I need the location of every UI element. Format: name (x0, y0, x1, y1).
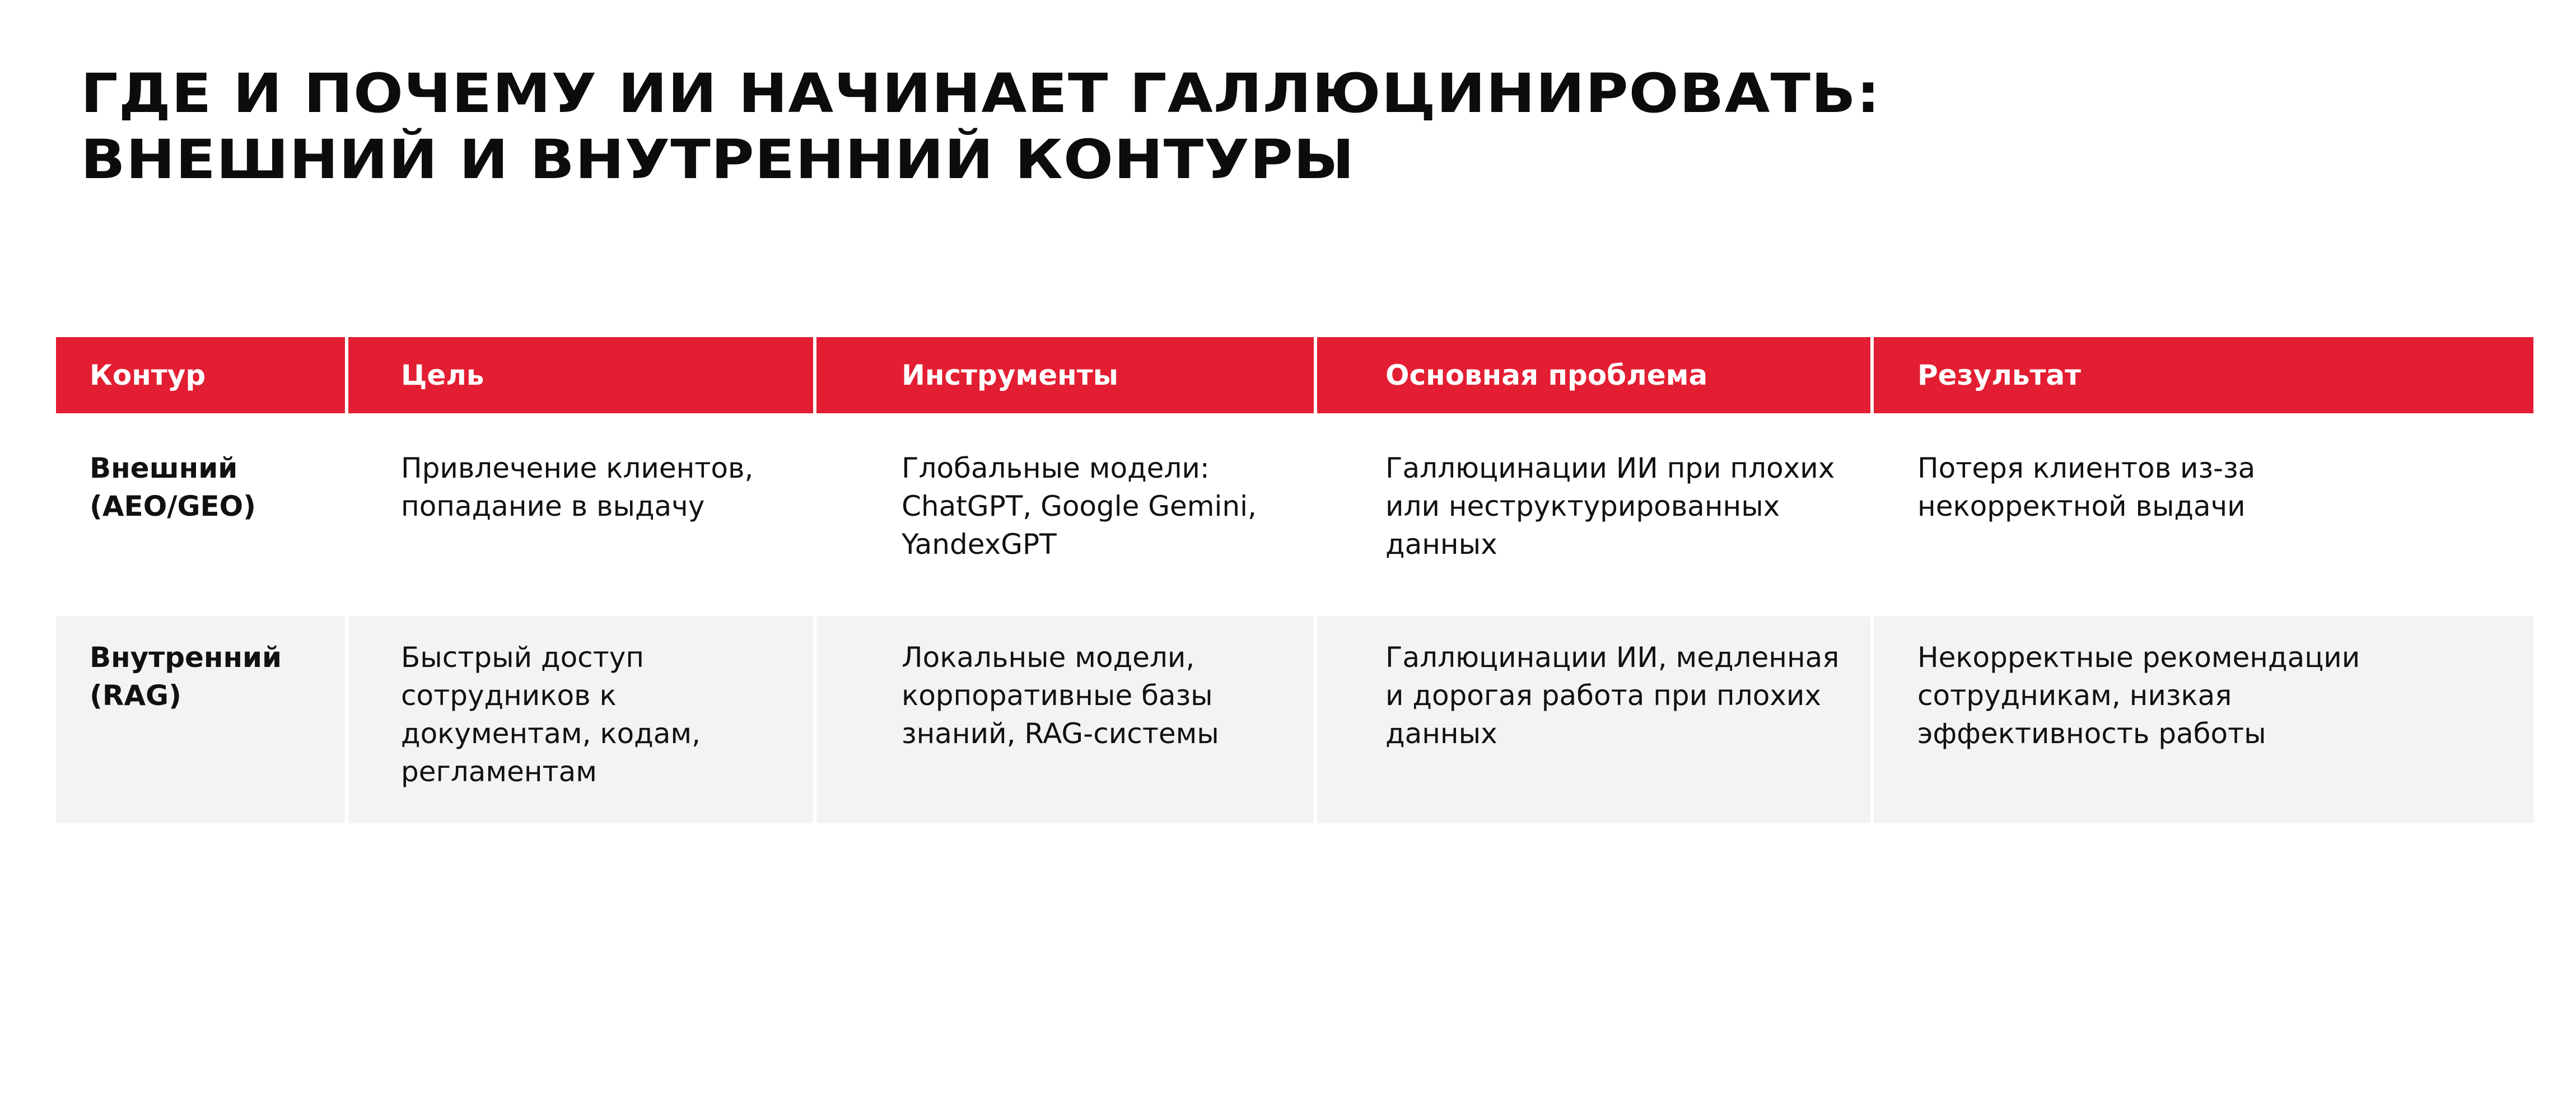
cell-line: Галлюцинации ИИ при плохих (1385, 452, 1835, 484)
cell-line: попадание в выдачу (401, 490, 705, 522)
cell-line: Некорректные рекомендации (1917, 641, 2360, 674)
cell-line: эффективность работы (1917, 717, 2266, 750)
cell-line: некорректной выдачи (1917, 490, 2246, 522)
header-cell-problem: Основная проблема (1317, 337, 1870, 413)
cell-goal (348, 616, 813, 823)
cell-line: данных (1385, 528, 1497, 561)
cell-result (1874, 431, 2533, 616)
cell-line: (RAG) (90, 679, 181, 712)
cell-line: знаний, RAG-системы (902, 717, 1219, 750)
cell-line: или неструктурированных (1385, 490, 1780, 522)
page-title-line-1: ГДЕ И ПОЧЕМУ ИИ НАЧИНАЕТ ГАЛЛЮЦИНИРОВАТЬ: (81, 62, 1880, 125)
cell-line: Галлюцинации ИИ, медленная (1385, 641, 1840, 674)
cell-contour (56, 431, 345, 616)
cell-line: ChatGPT, Google Gemini, (902, 490, 1257, 522)
page-title-line-2: ВНЕШНИЙ И ВНУТРЕННИЙ КОНТУРЫ (81, 128, 1355, 191)
cell-line: документам, кодам, (401, 717, 701, 750)
header-cell-contour: Контур (56, 337, 345, 413)
header-cell-result: Результат (1874, 337, 2533, 413)
cell-problem (1317, 431, 1870, 616)
cell-tools (816, 431, 1314, 616)
cell-line: и дорогая работа при плохих (1385, 679, 1821, 712)
cell-line: Внутренний (90, 641, 282, 674)
cell-line: (AEO/GEO) (90, 490, 256, 522)
header-cell-tools: Инструменты (816, 337, 1314, 413)
contours-table (56, 337, 2520, 823)
cell-line: Быстрый доступ (401, 641, 645, 674)
cell-line: Глобальные модели: (902, 452, 1210, 484)
cell-tools (816, 616, 1314, 823)
cell-goal (348, 431, 813, 616)
cell-line: Потеря клиентов из-за (1917, 452, 2256, 484)
cell-line: сотрудникам, низкая (1917, 679, 2232, 712)
cell-line: сотрудников к (401, 679, 617, 712)
cell-line: данных (1385, 717, 1497, 750)
cell-contour (56, 616, 345, 823)
table-row (56, 431, 2520, 616)
cell-line: корпоративные базы (902, 679, 1213, 712)
cell-line: Привлечение клиентов, (401, 452, 754, 484)
cell-line: YandexGPT (902, 528, 1057, 561)
cell-line: Локальные модели, (902, 641, 1195, 674)
cell-line: регламентам (401, 755, 598, 788)
cell-problem (1317, 616, 1870, 823)
cell-line: Внешний (90, 452, 238, 484)
header-cell-goal: Цель (348, 337, 813, 413)
page-title (81, 60, 2400, 193)
table-row (56, 616, 2520, 823)
cell-result (1874, 616, 2533, 823)
table-header-row (56, 337, 2520, 413)
